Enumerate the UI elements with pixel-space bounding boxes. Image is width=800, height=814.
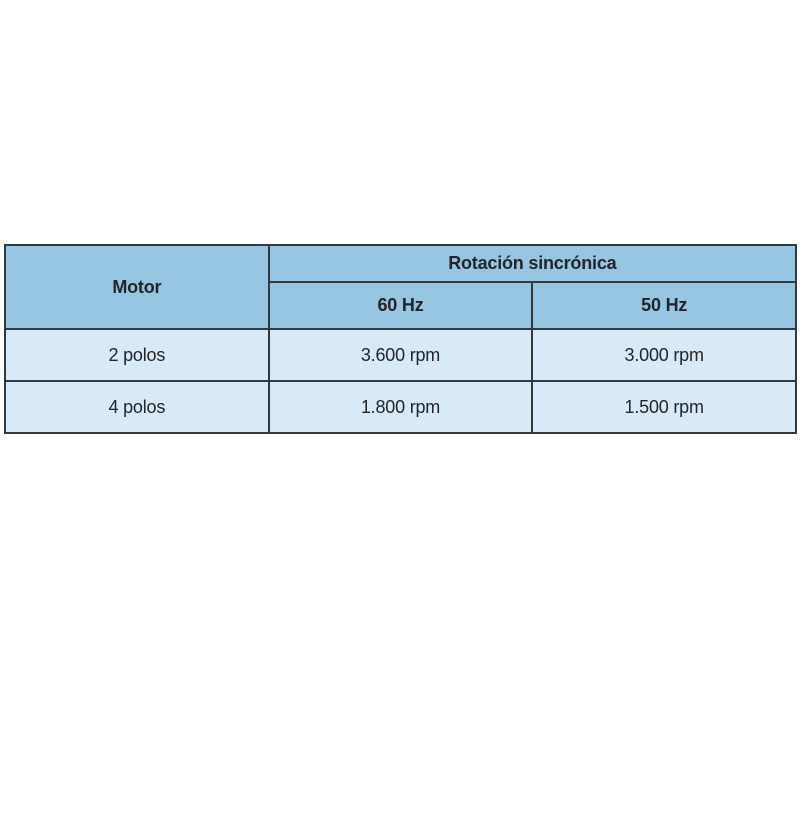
cell-rpm-50hz-4-polos: 1.500 rpm bbox=[532, 381, 796, 433]
cell-rpm-60hz-2-polos: 3.600 rpm bbox=[269, 329, 533, 381]
table-header-row-group bbox=[5, 245, 796, 282]
column-header-50hz: 50 Hz bbox=[532, 282, 796, 329]
column-header-60hz: 60 Hz bbox=[269, 282, 533, 329]
column-header-motor: Motor bbox=[5, 245, 269, 329]
cell-motor-2-polos: 2 polos bbox=[5, 329, 269, 381]
cell-rpm-60hz-4-polos: 1.800 rpm bbox=[269, 381, 533, 433]
table-body bbox=[5, 329, 796, 433]
motor-synchronous-rotation-table bbox=[4, 244, 797, 434]
cell-motor-4-polos: 4 polos bbox=[5, 381, 269, 433]
table-row-2-polos bbox=[5, 329, 796, 381]
table-row-4-polos bbox=[5, 381, 796, 433]
column-group-header-rotacion-sincronica: Rotación sincrónica bbox=[269, 245, 796, 282]
cell-rpm-50hz-2-polos: 3.000 rpm bbox=[532, 329, 796, 381]
table-header bbox=[5, 245, 796, 329]
